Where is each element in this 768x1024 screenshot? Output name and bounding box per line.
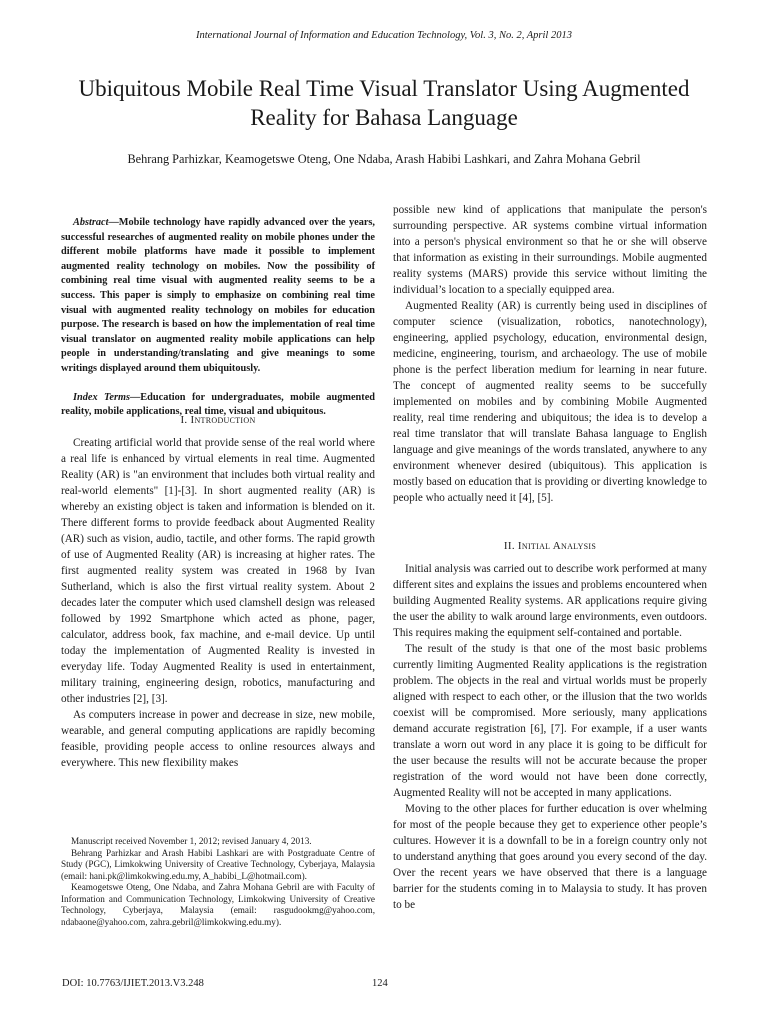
abstract	[61, 216, 375, 377]
body-paragraph: Augmented Reality (AR) is currently being used in disciplines of computer science (visualization, robotics, nanotechnology), engineering, applied psychology, education, environmental design, medicine, engineering, tourism, and archaeology. The use of mobile phone is the perfect liberation medium for learning in near future. The concept of augmented reality seems to be succefully implemented on mobiles and by combining Mobile Augmented reality, real time rendering and ubiquitous; the idea is to develop a real time translator that will translate Bahasa language to English language and give meanings of the words translated, anywhere to any environment whenever desired (ubiquitous). This application is mostly based on education that is providing or diverting knowledge to people who actually need it [4], [5].	[393, 300, 707, 504]
section-heading-initial-analysis: II. Initial Analysis	[503, 540, 597, 552]
body-paragraph: possible new kind of applications that manipulate the person's surrounding perspective. AR systems combine virtual information into a person's physical environment so that he or she will observe that information as existing in their surroundings. Mobile augmented reality systems (MARS) provide this service without limiting the individual’s location to a specially equipped area.	[393, 204, 707, 296]
journal-header: International Journal of Information and Education Technology, Vol. 3, No. 2, April 2013	[196, 30, 572, 41]
intro-paragraph: As computers increase in power and decrease in size, new mobile, wearable, and general computing applications are rapidly becoming feasible, providing people access to online resources always and everywhere. This new flexibility makes	[61, 709, 375, 769]
author-list: Behrang Parhizkar, Keamogetswe Oteng, One Ndaba, Arash Habibi Lashkari, and Zahra Mohana Gebril	[127, 152, 641, 166]
analysis-paragraph: Initial analysis was carried out to describe work performed at many different sites and explains the issues and problems encountered when building Augmented Reality systems. AR applications require giving the user the ability to walk around large environments, even outdoors. This requires making the equipment self-contained and portable.	[393, 563, 707, 639]
abstract-label: Abstract	[73, 217, 109, 228]
footnotes	[61, 836, 375, 928]
footnote: Manuscript received November 1, 2012; revised January 4, 2013.	[71, 836, 312, 846]
index-terms-label: Index Terms	[73, 391, 130, 403]
section-heading-introduction: I. Introduction	[180, 414, 256, 426]
doi: DOI: 10.7763/IJIET.2013.V3.248	[62, 978, 204, 989]
analysis-paragraph: Moving to the other places for further education is over whelming for most of the people because they get to experience other people’s cultures. However it is a downfall to be in a foreign country only not to understand anything that goes around you every second of the day. Over the recent years we have observed that there is a language barrier for the students coming in to Malaysia to study. It has proven to be	[393, 803, 707, 911]
left-column	[61, 216, 375, 771]
footnote: Keamogetswe Oteng, One Ndaba, and Zahra Mohana Gebril are with Faculty of Information and Communication Technology, Limkokwing University of Creative Technology, Cyberjaya, Malaysia (email: rasgudookmg@yahoo.com, ndabaone@yahoo.com, zahra.gebril@limkokwing.edu.my).	[61, 882, 375, 927]
abstract-block	[61, 216, 375, 418]
abstract-text: —Mobile technology have rapidly advanced over the years, successful researches of augmented reality on mobile phones under the different mobile platforms have made it possible to implement augmented reality technology on mobiles. Now the possibility of combining real time visual with augmented reality seems to be a success. This paper is simply to emphasize on combining real time visual with augmented reality technology on mobiles for education purpose. The research is based on how the implementation of real time visual translator on augmented reality mobile applications can help people in understanding/translating and give meanings to some writings displayed around them ubiquitously.	[61, 217, 375, 374]
paper-title: Ubiquitous Mobile Real Time Visual Translator Using Augmented Reality for Bahasa Language	[78, 76, 690, 130]
right-column	[393, 202, 707, 913]
analysis-paragraph: The result of the study is that one of the most basic problems currently limiting Augmented Reality applications is the registration problem. The objects in the real and virtual worlds must be properly aligned with respect to each other, or the illusion that the two worlds coexist will be compromised. More seriously, many applications demand accurate registration [6], [7]. For example, if a user wants translate a worn out word in any place it is going to be difficult for the user because the results will not be accurate because the proper registration of the word would not have been done correctly, Augmented Reality will not be accepted in many applications.	[393, 643, 707, 799]
intro-paragraph: Creating artificial world that provide sense of the real world where a real life is enhanced by virtual elements in real time. Augmented Reality (AR) is "an environment that includes both virtual reality and real-world elements" [1]-[3]. In short augmented reality (AR) is whereby an existing object is taken and information is blended on it. There different forms to provide feedback about Augmented Reality (AR) such as vision, audio, tactile, and other forms. The rapid growth of use of Augmented Reality (AR) is increasing at higher rates. The first augmented reality system was created in 1968 by Ivan Sutherland, which is also the first virtual reality system. About 2 decades later the computer which used clamshell design was released followed by 1992 Smartphone which acted as phone, pager, calculator, address book, fax machine, and e-mail device. Up until today the implementation of Augmented Reality is invested in everyday life. Today Augmented Reality is used in entertainment, military training, engineering design, robotics, manufacturing and other industries [2], [3].	[61, 437, 375, 705]
footnote: Behrang Parhizkar and Arash Habibi Lashkari are with Postgraduate Centre of Study (PGC), Limkokwing University of Creative Technology, Cyberjaya, Malaysia (email: hani.pk@limkokwing.edu.my, A_habibi_L@hotmail.com).	[61, 847, 375, 881]
index-terms-text: —Education for undergraduates, mobile augmented reality, mobile applications, real time, visual and ubiquitous.	[61, 391, 375, 418]
page-number: 124	[372, 978, 388, 989]
